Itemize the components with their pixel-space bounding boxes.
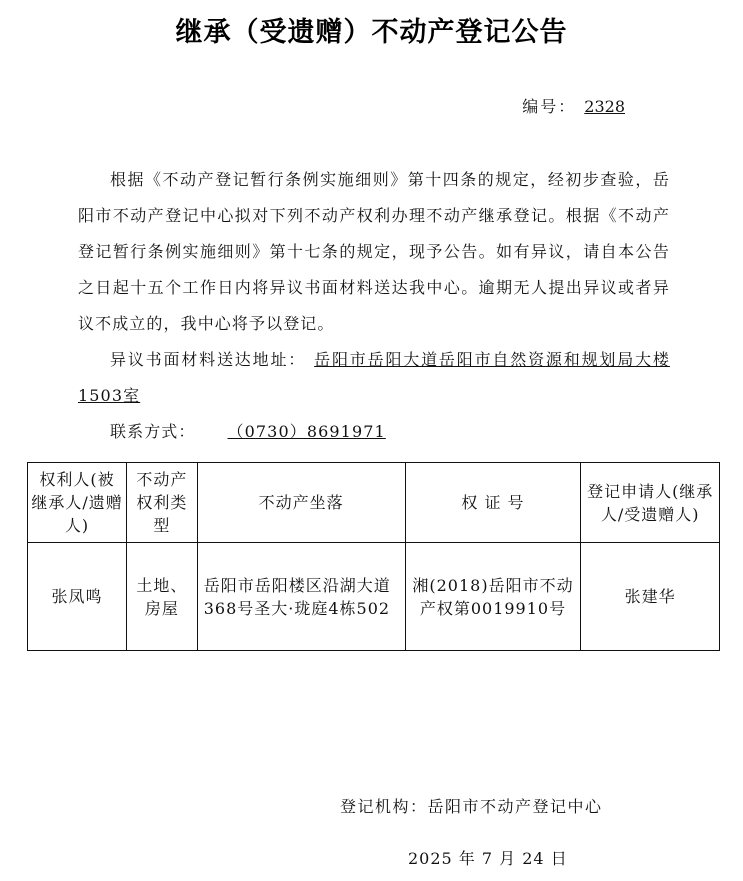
objection-address-value: 岳阳市岳阳大道岳阳市自然资源和规划局大楼1503室	[78, 350, 670, 405]
contact-info	[78, 414, 670, 450]
notice-body	[78, 162, 670, 450]
cell-applicant: 张建华	[581, 543, 720, 651]
page-title: 继承（受遗赠）不动产登记公告	[175, 17, 568, 48]
notice-paragraph: 根据《不动产登记暂行条例实施细则》第十四条的规定，经初步查验，岳阳市不动产登记中心拟对下列不动产权利办理不动产继承登记。根据《不动产登记暂行条例实施细则》第十七条的规定，现予公告。如有异议，请自本公告之日起十五个工作日内将异议书面材料送达我中心。逾期无人提出异议或者异议不成立的，我中心将予以登记。	[78, 170, 670, 333]
header-owner: 权利人(被继承人/遗赠人)	[28, 463, 127, 543]
contact-phone: （0730）8691971	[227, 422, 386, 441]
registration-authority	[340, 794, 603, 817]
header-location: 不动产坐落	[197, 463, 405, 543]
document-number	[522, 94, 625, 117]
objection-address	[78, 342, 670, 414]
cell-right-type: 土地、房屋	[127, 543, 198, 651]
table-row	[28, 543, 720, 651]
cell-owner: 张凤鸣	[28, 543, 127, 651]
objection-address-label: 异议书面材料送达地址：	[110, 350, 307, 369]
header-right-type: 不动产权利类型	[127, 463, 198, 543]
notice-date: 2025 年 7 月 24 日	[408, 849, 568, 868]
cell-location: 岳阳市岳阳楼区沿湖大道368号圣大·珑庭4栋502	[197, 543, 405, 651]
authority-label: 登记机构：	[340, 797, 428, 816]
table-header-row	[28, 463, 720, 543]
registration-table	[27, 462, 720, 651]
document-number-label: 编号：	[522, 97, 577, 116]
cell-certificate: 湘(2018)岳阳市不动产权第0019910号	[405, 543, 581, 651]
document-number-value: 2328	[584, 97, 625, 116]
authority-name: 岳阳市不动产登记中心	[427, 797, 603, 816]
header-certificate: 权 证 号	[405, 463, 581, 543]
contact-label: 联系方式：	[110, 422, 196, 441]
header-applicant: 登记申请人(继承人/受遗赠人)	[581, 463, 720, 543]
